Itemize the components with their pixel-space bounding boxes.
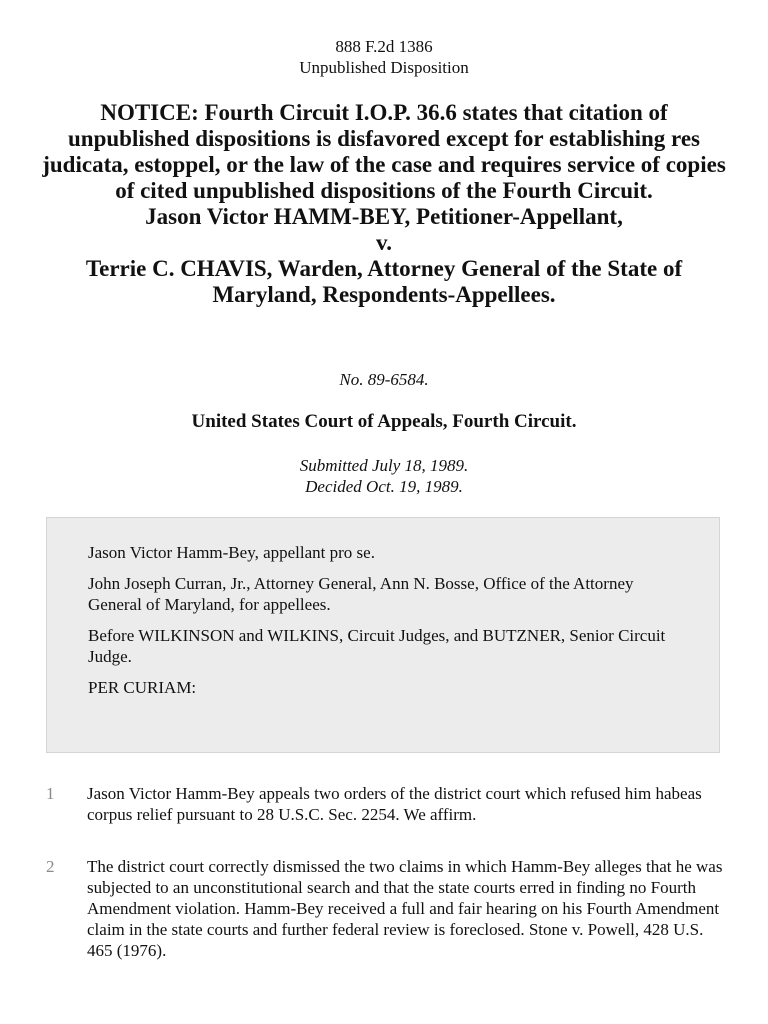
citation-block	[0, 36, 768, 78]
submitted-date: Submitted July 18, 1989.	[299, 456, 469, 475]
paragraph-text: The district court correctly dismissed the two claims in which Hamm-Bey alleges that he was subjected to an unconstitutional search and that the state courts erred in finding no Fourth Amendment violation. Hamm-Bey received a full and fair hearing on his Fourth Amendment claim in the state courts and further federal review is foreclosed. Stone v. Powell, 428 U.S. 465 (1976).	[87, 857, 723, 960]
paragraph-number: 2	[46, 857, 55, 876]
judges-panel: Before WILKINSON and WILKINS, Circuit Judges, and BUTZNER, Senior Circuit Judge.	[88, 626, 666, 666]
docket-number: No. 89-6584.	[339, 370, 429, 389]
disposition-label: Unpublished Disposition	[299, 58, 469, 77]
appellees-names: Terrie C. CHAVIS, Warden, Attorney General of the State of Maryland, Respondents-Appellees.	[85, 256, 683, 307]
case-dates	[0, 455, 768, 497]
per-curiam-label: PER CURIAM:	[88, 678, 197, 697]
decided-date: Decided Oct. 19, 1989.	[305, 477, 463, 496]
paragraph-number: 1	[46, 784, 55, 803]
case-caption	[40, 100, 728, 308]
appellant-counsel: Jason Victor Hamm-Bey, appellant pro se.	[88, 543, 375, 562]
notice-text: NOTICE: Fourth Circuit I.O.P. 36.6 states that citation of unpublished dispositions is disfavored except for establishing res judicata, estoppel, or the law of the case and requires service of copies of cited unpublished dispositions of the Fourth Circuit.	[42, 100, 726, 203]
reporter-citation: 888 F.2d 1386	[335, 37, 433, 56]
paragraph-text: Jason Victor Hamm-Bey appeals two orders of the district court which refused him habeas corpus relief pursuant to 28 U.S.C. Sec. 2254. We affirm.	[87, 784, 702, 824]
versus: v.	[376, 230, 392, 255]
appellees-counsel: John Joseph Curran, Jr., Attorney General, Ann N. Bosse, Office of the Attorney General of Maryland, for appellees.	[88, 574, 634, 614]
appellant-name: Jason Victor HAMM-BEY, Petitioner-Appellant,	[145, 204, 623, 229]
counsel-box	[46, 517, 720, 753]
court-name: United States Court of Appeals, Fourth Circuit.	[191, 411, 577, 432]
